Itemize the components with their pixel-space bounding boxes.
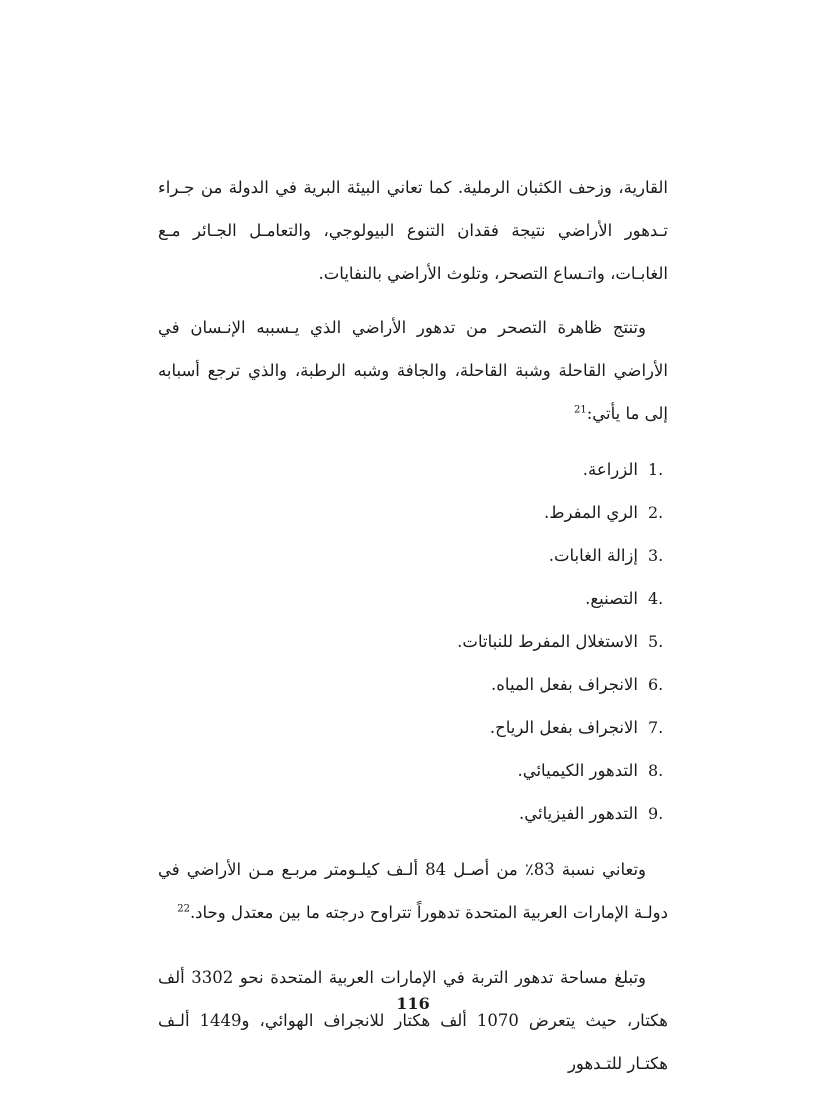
spacer [158, 934, 668, 956]
list-item-text: التدهور الكيميائي. [517, 761, 638, 780]
list-item-number: 7. [648, 718, 664, 737]
list-item [158, 448, 668, 491]
paragraph-3 [158, 848, 668, 934]
list-item-number: 5. [648, 632, 664, 651]
spacer [158, 835, 668, 848]
list-item-text: الزراعة. [582, 460, 638, 479]
list-item [158, 749, 668, 792]
paragraph-3-text: وتعاني نسبة 83٪ من أصـل 84 ألـف كيلـومتر مربـع مـن الأراضي في دولـة الإمارات العربية المتحدة تدهوراً تتراوح درجته ما بين معتدل وحاد. [158, 860, 668, 922]
paragraph-2-text: وتنتج ظاهرة التصحر من تدهور الأراضي الذي يـسببه الإنـسان في الأراضي القاحلة وشبة القاحلة، والجافة وشبه الرطبة، والذي ترجع أسبابه إلى ما يأتي: [158, 318, 668, 423]
list-item-text: الانجراف بفعل الرياح. [489, 718, 638, 737]
list-item-number: 2. [648, 503, 664, 522]
list-item-number: 1. [648, 460, 664, 479]
list-item-number: 9. [648, 804, 664, 823]
list-item-text: الري المفرط. [544, 503, 638, 522]
list-item [158, 534, 668, 577]
footnote-ref-22[interactable]: 22 [177, 903, 190, 915]
paragraph-2 [158, 306, 668, 435]
list-item-number: 4. [648, 589, 664, 608]
spacer [158, 295, 668, 306]
list-item-text: الاستغلال المفرط للنباتات. [457, 632, 638, 651]
list-item-text: التدهور الفيزيائي. [519, 804, 638, 823]
footnote-ref-21[interactable]: 21 [574, 404, 587, 416]
list-item [158, 620, 668, 663]
spacer [158, 435, 668, 448]
causes-list [158, 448, 668, 835]
list-item-number: 3. [648, 546, 664, 565]
list-item [158, 663, 668, 706]
list-item [158, 491, 668, 534]
paragraph-1-text: القارية، وزحف الكثبان الرملية. كما تعاني البيئة البرية في الدولة من جـراء تـدهور الأراضي نتيجة فقدان التنوع البيولوجي، والتعامـل الجـائر مـع الغابـات، واتـساع التصحر، وتلوث الأراضي بالنفايات. [158, 178, 668, 283]
list-item-text: إزالة الغابات. [548, 546, 638, 565]
list-item-text: التصنيع. [585, 589, 638, 608]
list-item-text: الانجراف بفعل المياه. [491, 675, 638, 694]
page-body [158, 166, 668, 1085]
list-item-number: 6. [648, 675, 664, 694]
list-item [158, 792, 668, 835]
paragraph-1 [158, 166, 668, 295]
list-item [158, 577, 668, 620]
page-number: 116 [396, 994, 430, 1013]
list-item [158, 706, 668, 749]
paragraph-4 [158, 956, 668, 1085]
paragraph-4-text: وتبلغ مساحة تدهور التربة في الإمارات العربية المتحدة نحو 3302 ألف هكتار، حيث يتعرض 1070 ألف هكتار للانجراف الهوائي، و1449 ألـف هكتـار للتـدهور [158, 968, 668, 1073]
list-item-number: 8. [648, 761, 664, 780]
